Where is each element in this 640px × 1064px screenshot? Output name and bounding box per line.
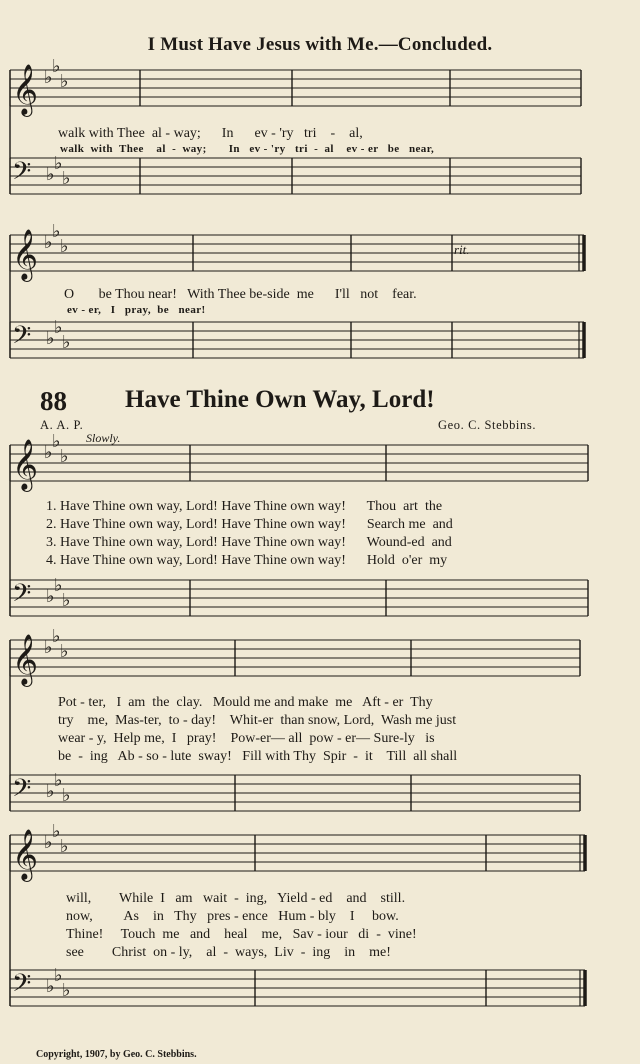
continuation-title: I Must Have Jesus with Me.—Concluded. xyxy=(147,34,493,55)
flat-icon: ♭ xyxy=(62,168,71,189)
composer-credit: Geo. C. Stebbins. xyxy=(438,418,537,432)
hymn-title: Have Thine Own Way, Lord! xyxy=(125,386,435,413)
bass-clef-icon: 𝄢 xyxy=(12,774,32,809)
verse-3-line1: 3. Have Thine own way, Lord! Have Thine own way! Wound-ed and xyxy=(46,535,452,550)
flat-icon: ♭ xyxy=(60,836,69,857)
hymn-number: 88 xyxy=(40,386,67,416)
verse-3-line2: wear - y, Help me, I pray! Pow-er— all pow - er— Sure-ly is xyxy=(58,731,435,746)
flat-icon: ♭ xyxy=(52,431,61,452)
flat-icon: ♭ xyxy=(54,965,63,986)
flat-icon: ♭ xyxy=(44,442,53,463)
treble-clef-icon: 𝄞 xyxy=(12,829,39,880)
flat-icon: ♭ xyxy=(44,637,53,658)
flat-icon: ♭ xyxy=(54,153,63,174)
author-credit: A. A. P. xyxy=(40,418,84,432)
bass-clef-icon: 𝄢 xyxy=(12,579,32,614)
flat-icon: ♭ xyxy=(52,221,61,242)
treble-clef-icon: 𝄞 xyxy=(12,439,39,490)
flat-icon: ♭ xyxy=(52,821,61,842)
treble-clef-icon: 𝄞 xyxy=(12,229,39,280)
flat-icon: ♭ xyxy=(52,56,61,77)
flat-icon: ♭ xyxy=(62,590,71,611)
verse-2-line2: try me, Mas-ter, to - day! Whit-er than snow, Lord, Wash me just xyxy=(58,713,457,728)
flat-icon: ♭ xyxy=(54,317,63,338)
verse-2-line3: now, As in Thy pres - ence Hum - bly I bow. xyxy=(66,909,399,924)
flat-icon: ♭ xyxy=(44,67,53,88)
verse-2-line1: 2. Have Thine own way, Lord! Have Thine own way! Search me and xyxy=(46,517,453,532)
treble-clef-icon: 𝄞 xyxy=(12,634,39,685)
flat-icon: ♭ xyxy=(60,236,69,257)
flat-icon: ♭ xyxy=(44,232,53,253)
flat-icon: ♭ xyxy=(52,626,61,647)
flat-icon: ♭ xyxy=(60,641,69,662)
bass-clef-icon: 𝄢 xyxy=(12,969,32,1004)
rit-marking: rit. xyxy=(454,242,470,257)
flat-icon: ♭ xyxy=(62,980,71,1001)
copyright-notice: Copyright, 1907, by Geo. C. Stebbins. xyxy=(36,1049,197,1060)
flat-icon: ♭ xyxy=(46,781,55,802)
continuation-bass-lyric-line1: walk with Thee al - way; In ev - 'ry tri - al ev - er be near, xyxy=(60,143,435,155)
bass-clef-icon: 𝄢 xyxy=(12,321,32,356)
bass-clef-icon: 𝄢 xyxy=(12,157,32,192)
continuation-lyric-line2: O be Thou near! With Thee be-side me I'll not fear. xyxy=(64,287,417,302)
flat-icon: ♭ xyxy=(60,446,69,467)
verse-1-line2: Pot - ter, I am the clay. Mould me and make me Aft - er Thy xyxy=(58,695,433,710)
flat-icon: ♭ xyxy=(46,586,55,607)
flat-icon: ♭ xyxy=(46,976,55,997)
continuation-bass-lyric-line2: ev - er, I pray, be near! xyxy=(67,304,206,316)
flat-icon: ♭ xyxy=(54,575,63,596)
flat-icon: ♭ xyxy=(62,785,71,806)
verse-3-line3: Thine! Touch me and heal me, Sav - iour di - vine! xyxy=(66,927,417,942)
flat-icon: ♭ xyxy=(44,832,53,853)
tempo-marking: Slowly. xyxy=(86,431,121,445)
verse-4-line3: see Christ on - ly, al - ways, Liv - ing in me! xyxy=(66,945,391,960)
verse-1-line3: will, While I am wait - ing, Yield - ed and still. xyxy=(66,891,406,906)
verse-4-line2: be - ing Ab - so - lute sway! Fill with Thy Spir - it Till all shall xyxy=(58,749,458,764)
treble-clef-icon: 𝄞 xyxy=(12,64,39,115)
flat-icon: ♭ xyxy=(46,164,55,185)
flat-icon: ♭ xyxy=(54,770,63,791)
verse-1-line1: 1. Have Thine own way, Lord! Have Thine own way! Thou art the xyxy=(46,499,443,514)
continuation-lyric-line1: walk with Thee al - way; In ev - 'ry tri - al, xyxy=(58,126,363,141)
flat-icon: ♭ xyxy=(62,332,71,353)
flat-icon: ♭ xyxy=(46,328,55,349)
flat-icon: ♭ xyxy=(60,71,69,92)
verse-4-line1: 4. Have Thine own way, Lord! Have Thine own way! Hold o'er my xyxy=(46,553,448,568)
